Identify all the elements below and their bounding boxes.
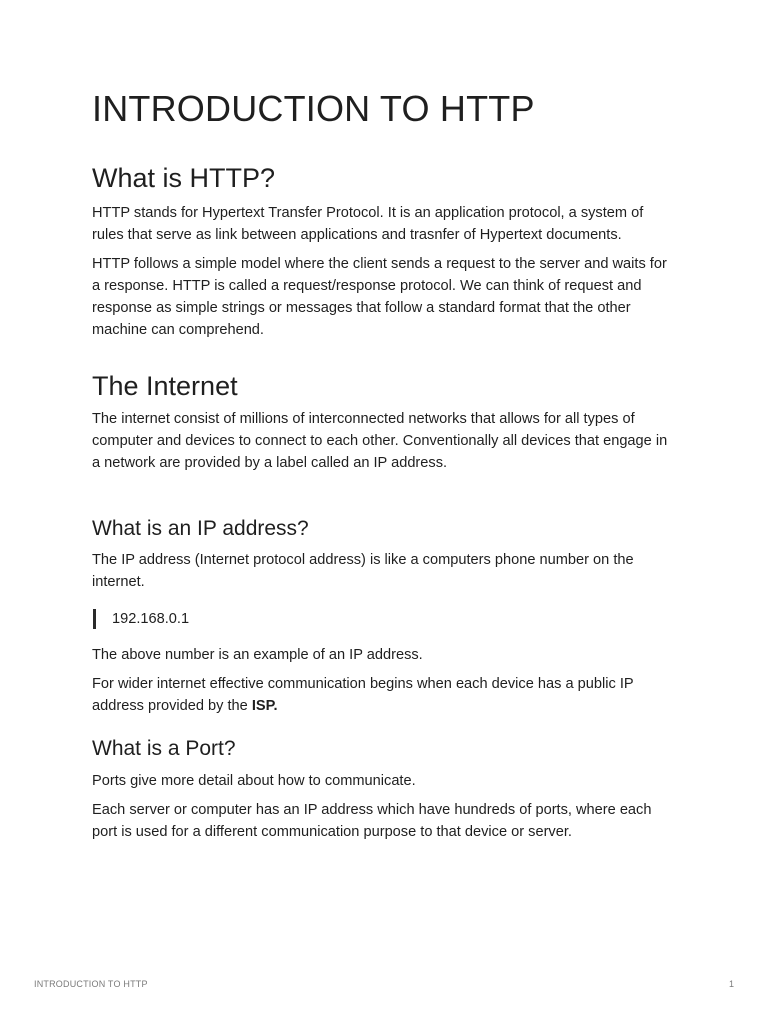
paragraph-internet: The internet consist of millions of interconnected networks that allows for all types of computer and devices to connect to each other. Conventionally all devices that engage in a network are provided by a label called an IP address. — [92, 411, 668, 471]
heading-what-is-http: What is HTTP? — [92, 163, 276, 193]
document-page — [92, 88, 672, 843]
heading-what-is-port: What is a Port? — [92, 737, 236, 760]
page-number: 1 — [728, 979, 734, 989]
heading-the-internet: The Internet — [92, 371, 238, 401]
paragraph-ip-definition: The IP address (Internet protocol address) is like a computers phone number on the internet. — [92, 552, 634, 590]
paragraph-port-detail: Each server or computer has an IP address which have hundreds of ports, where each port is used for a different communication purpose to that device or server. — [92, 802, 652, 840]
paragraph-ip-example-note: The above number is an example of an IP address. — [92, 647, 423, 663]
paragraph-public-ip — [92, 673, 672, 717]
paragraph-port-intro: Ports give more detail about how to communicate. — [92, 773, 416, 789]
footer-title: INTRODUCTION TO HTTP — [34, 979, 148, 989]
paragraph-http-definition: HTTP stands for Hypertext Transfer Protocol. It is an application protocol, a system of rules that serve as link between applications and trasnfer of Hypertext documents. — [92, 205, 644, 243]
paragraph-http-model: HTTP follows a simple model where the client sends a request to the server and waits for a response. HTTP is called a request/response protocol. We can think of request and response as simple strings or messages that follow a standard format that the other machine can comprehend. — [92, 256, 667, 338]
public-ip-text: For wider internet effective communication begins when each device has a public IP address provided by the — [92, 676, 634, 714]
page-title: INTRODUCTION TO HTTP — [92, 88, 535, 129]
isp-bold-text: ISP. — [251, 698, 278, 714]
heading-what-is-ip-address: What is an IP address? — [92, 517, 309, 540]
ip-example-quote: 192.168.0.1 — [93, 609, 672, 629]
